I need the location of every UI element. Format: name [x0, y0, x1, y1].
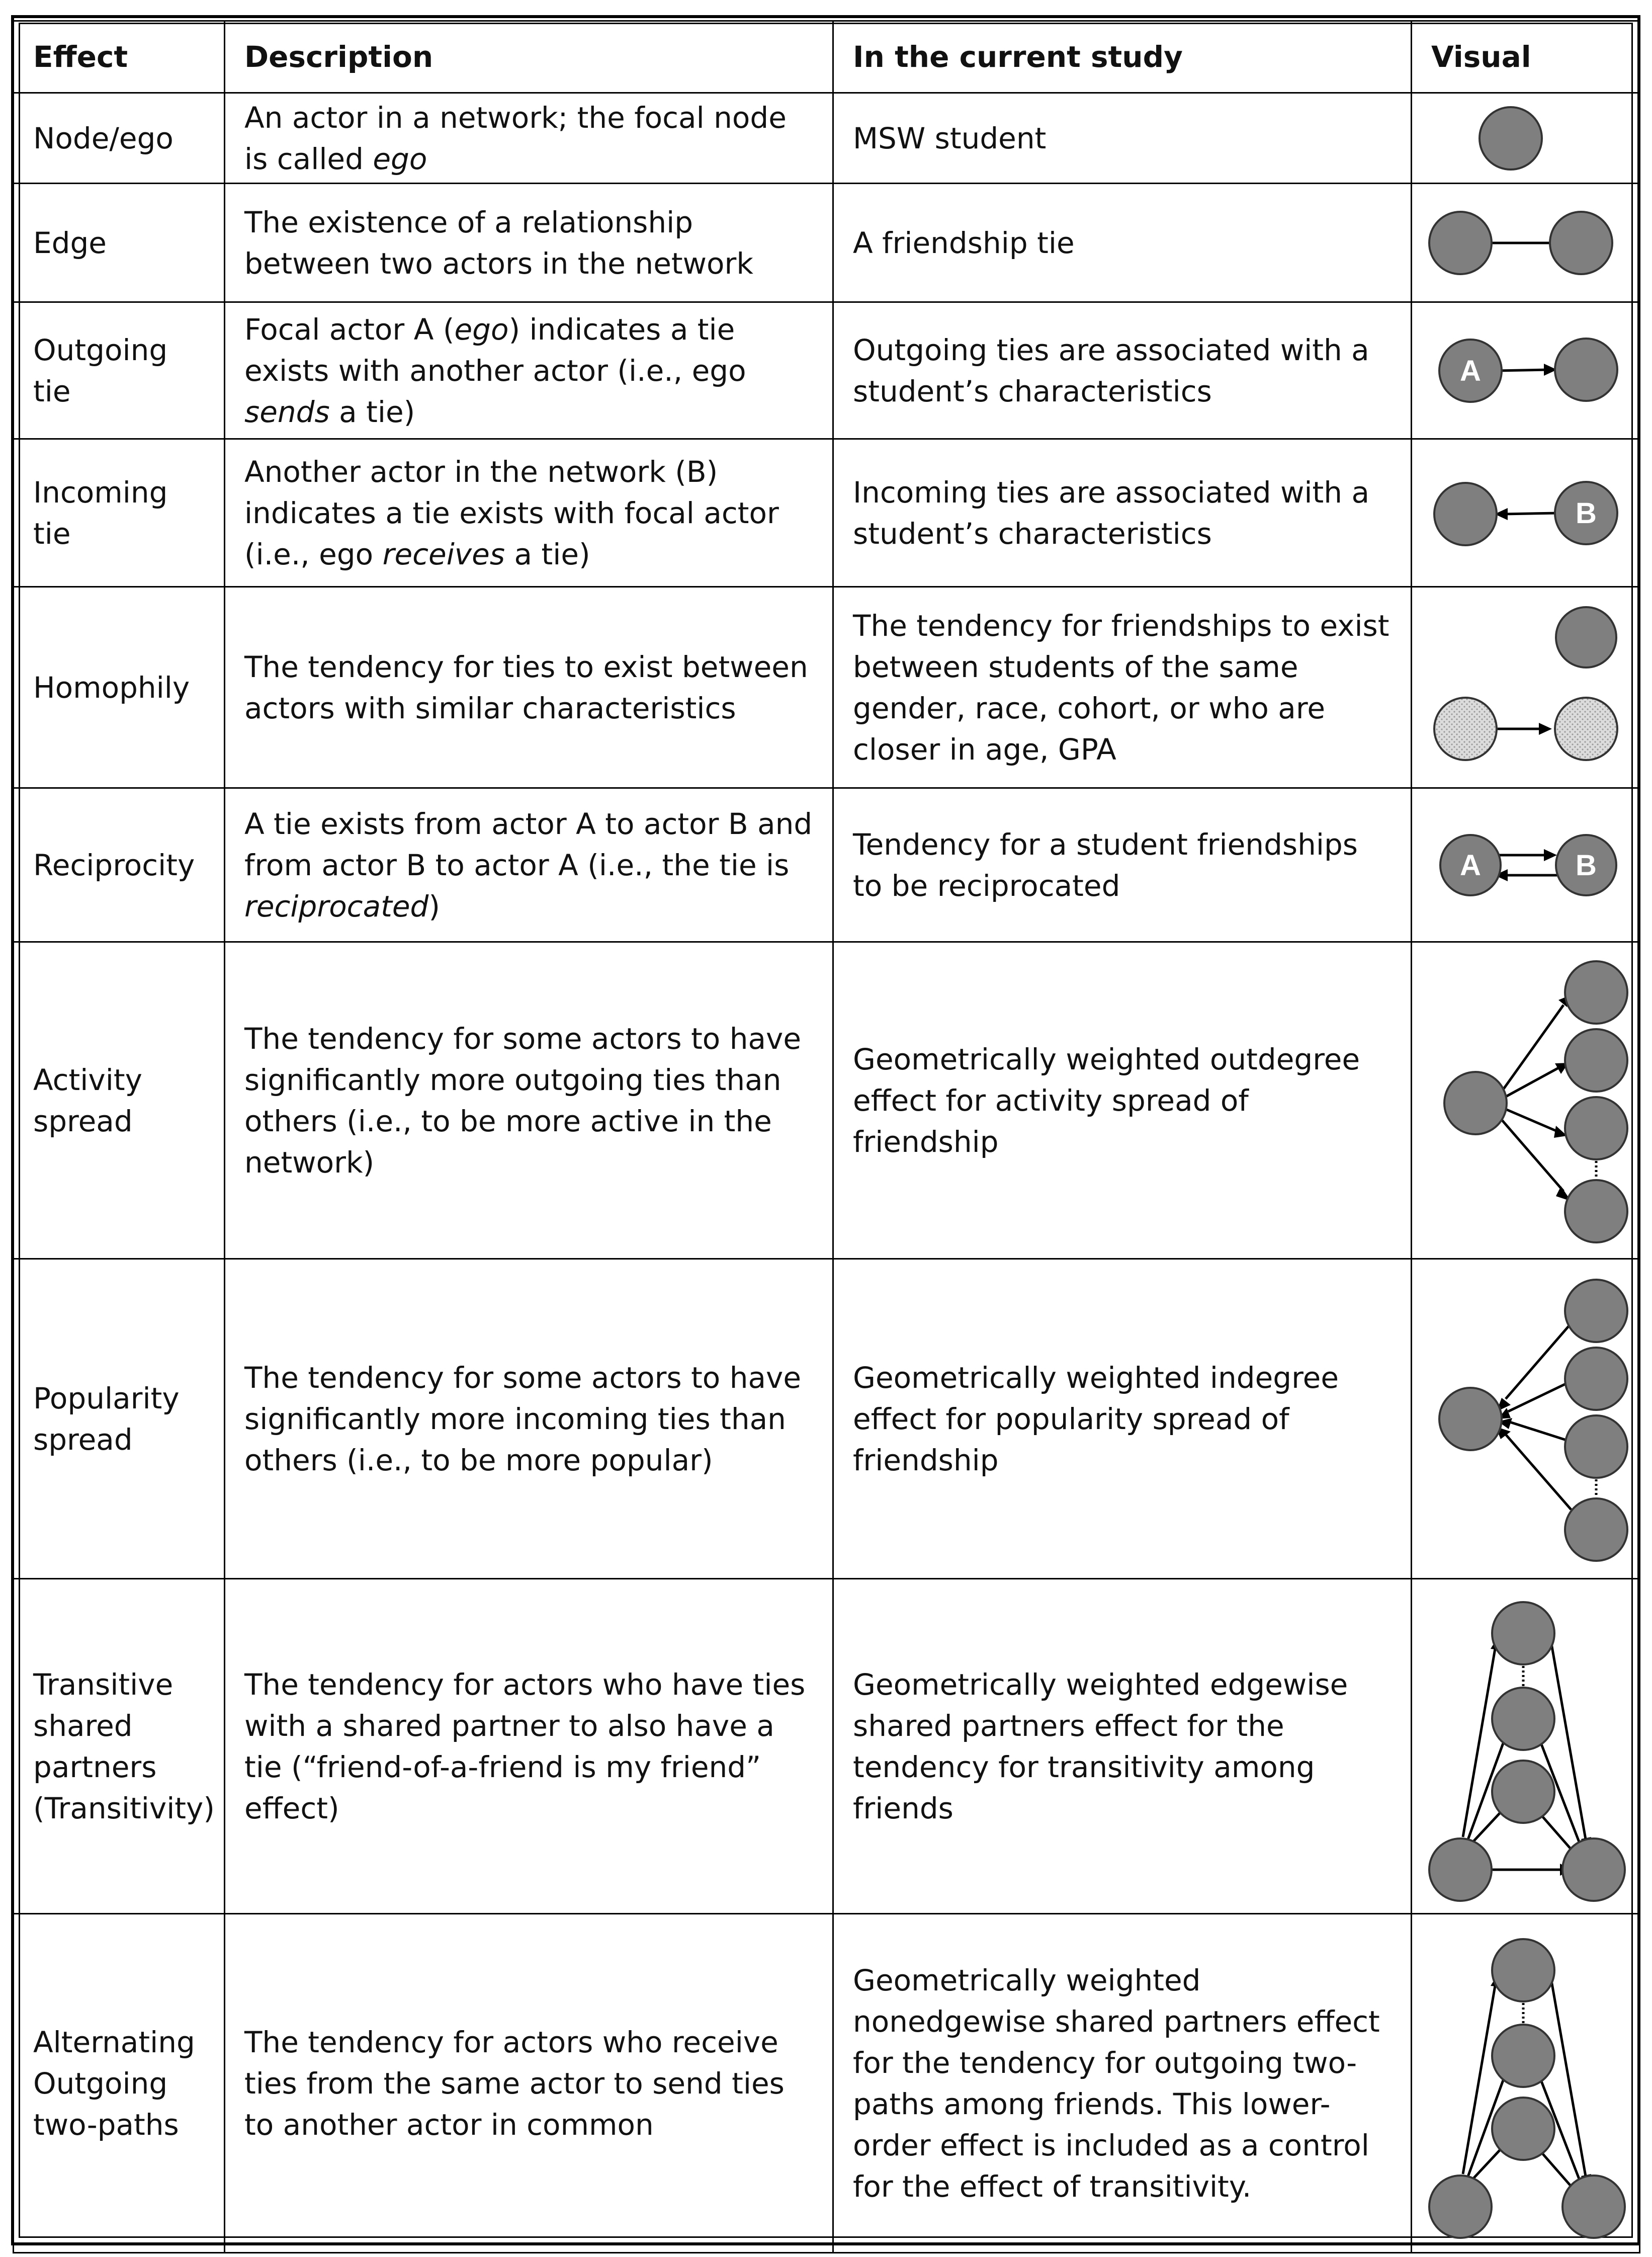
- description-cell: The existence of a relationship between two actors in the network: [225, 184, 833, 302]
- table-row: [14, 1914, 1640, 2253]
- popularity-spread-icon: [1420, 1268, 1631, 1570]
- header-visual: Visual: [1412, 21, 1640, 93]
- homophily-icon: [1420, 597, 1631, 778]
- effect-cell: Edge: [14, 184, 225, 302]
- current-study-cell: Geometrically weighted indegree effect for popularity spread of friendship: [833, 1259, 1412, 1579]
- table-row: [14, 1579, 1640, 1914]
- effect-cell: Reciprocity: [14, 788, 225, 942]
- current-study-cell: A friendship tie: [833, 184, 1412, 302]
- table-row: [14, 184, 1640, 302]
- effect-cell: Homophily: [14, 587, 225, 788]
- effect-cell: Activity spread: [14, 942, 225, 1259]
- table-row: [14, 1259, 1640, 1579]
- outgoing-tie-icon: [1425, 320, 1626, 421]
- actor-b-label: B: [1575, 849, 1597, 882]
- current-study-cell: The tendency for friendships to exist between students of the same gender, race, cohort, or who are closer in age, GPA: [833, 587, 1412, 788]
- table-row: [14, 302, 1640, 439]
- header-description: Description: [225, 21, 833, 93]
- description-cell: The tendency for actors who have ties with a shared partner to also have a tie (“friend-of-a-friend is my friend” effect): [225, 1579, 833, 1914]
- actor-a-label: A: [1459, 849, 1481, 882]
- activity-spread-icon: [1420, 950, 1631, 1251]
- effect-cell: Incoming tie: [14, 439, 225, 587]
- description-cell: Focal actor A (ego) indicates a tie exists with another actor (i.e., ego sends a tie): [225, 302, 833, 439]
- actor-a-label: A: [1459, 354, 1481, 387]
- table-row: [14, 587, 1640, 788]
- effect-cell: Popularity spread: [14, 1259, 225, 1579]
- table-row: [14, 942, 1640, 1259]
- network-effects-table: [13, 20, 1640, 2253]
- visual-cell: [1412, 788, 1640, 942]
- header-effect: Effect: [14, 21, 225, 93]
- current-study-cell: Incoming ties are associated with a student’s characteristics: [833, 439, 1412, 587]
- reciprocity-icon: [1425, 815, 1626, 915]
- current-study-cell: MSW student: [833, 93, 1412, 184]
- visual-cell: [1412, 93, 1640, 184]
- description-cell: The tendency for some actors to have significantly more incoming ties than others (i.e., to be more popular): [225, 1259, 833, 1579]
- description-cell: A tie exists from actor A to actor B and from actor B to actor A (i.e., the tie is reciprocated): [225, 788, 833, 942]
- edge-icon: [1420, 193, 1631, 293]
- effect-cell: Outgoing tie: [14, 302, 225, 439]
- current-study-cell: Geometrically weighted nonedgewise shared partners effect for the tendency for outgoing two-paths among friends. This lower-order effect is included as a control for the effect of transitivity.: [833, 1914, 1412, 2253]
- current-study-cell: Geometrically weighted outdegree effect for activity spread of friendship: [833, 942, 1412, 1259]
- visual-cell: [1412, 1914, 1640, 2253]
- header-current-study: In the current study: [833, 21, 1412, 93]
- description-cell: An actor in a network; the focal node is called ego: [225, 93, 833, 184]
- description-cell: The tendency for ties to exist between actors with similar characteristics: [225, 587, 833, 788]
- header-row: [14, 21, 1640, 93]
- transitivity-icon: [1420, 1585, 1631, 1907]
- visual-cell: [1412, 302, 1640, 439]
- description-cell: The tendency for actors who receive ties from the same actor to send ties to another actor in common: [225, 1914, 833, 2253]
- two-paths-icon: [1420, 1922, 1631, 2244]
- description-cell: The tendency for some actors to have significantly more outgoing ties than others (i.e., to be more active in the network): [225, 942, 833, 1259]
- incoming-tie-icon: [1425, 463, 1626, 563]
- visual-cell: [1412, 184, 1640, 302]
- effect-cell: Alternating Outgoing two-paths: [14, 1914, 225, 2253]
- table-row: [14, 93, 1640, 184]
- effect-cell: Node/ego: [14, 93, 225, 184]
- visual-cell: [1412, 942, 1640, 1259]
- actor-b-label: B: [1575, 496, 1597, 530]
- single-node-icon: [1450, 96, 1601, 181]
- effect-cell: Transitive shared partners (Transitivity): [14, 1579, 225, 1914]
- visual-cell: [1412, 587, 1640, 788]
- current-study-cell: Tendency for a student friendships to be reciprocated: [833, 788, 1412, 942]
- visual-cell: [1412, 1579, 1640, 1914]
- description-cell: Another actor in the network (B) indicates a tie exists with focal actor (i.e., ego receives a tie): [225, 439, 833, 587]
- current-study-cell: Outgoing ties are associated with a student’s characteristics: [833, 302, 1412, 439]
- current-study-cell: Geometrically weighted edgewise shared partners effect for the tendency for transitivity among friends: [833, 1579, 1412, 1914]
- visual-cell: [1412, 1259, 1640, 1579]
- table-row: [14, 439, 1640, 587]
- visual-cell: [1412, 439, 1640, 587]
- table-row: [14, 788, 1640, 942]
